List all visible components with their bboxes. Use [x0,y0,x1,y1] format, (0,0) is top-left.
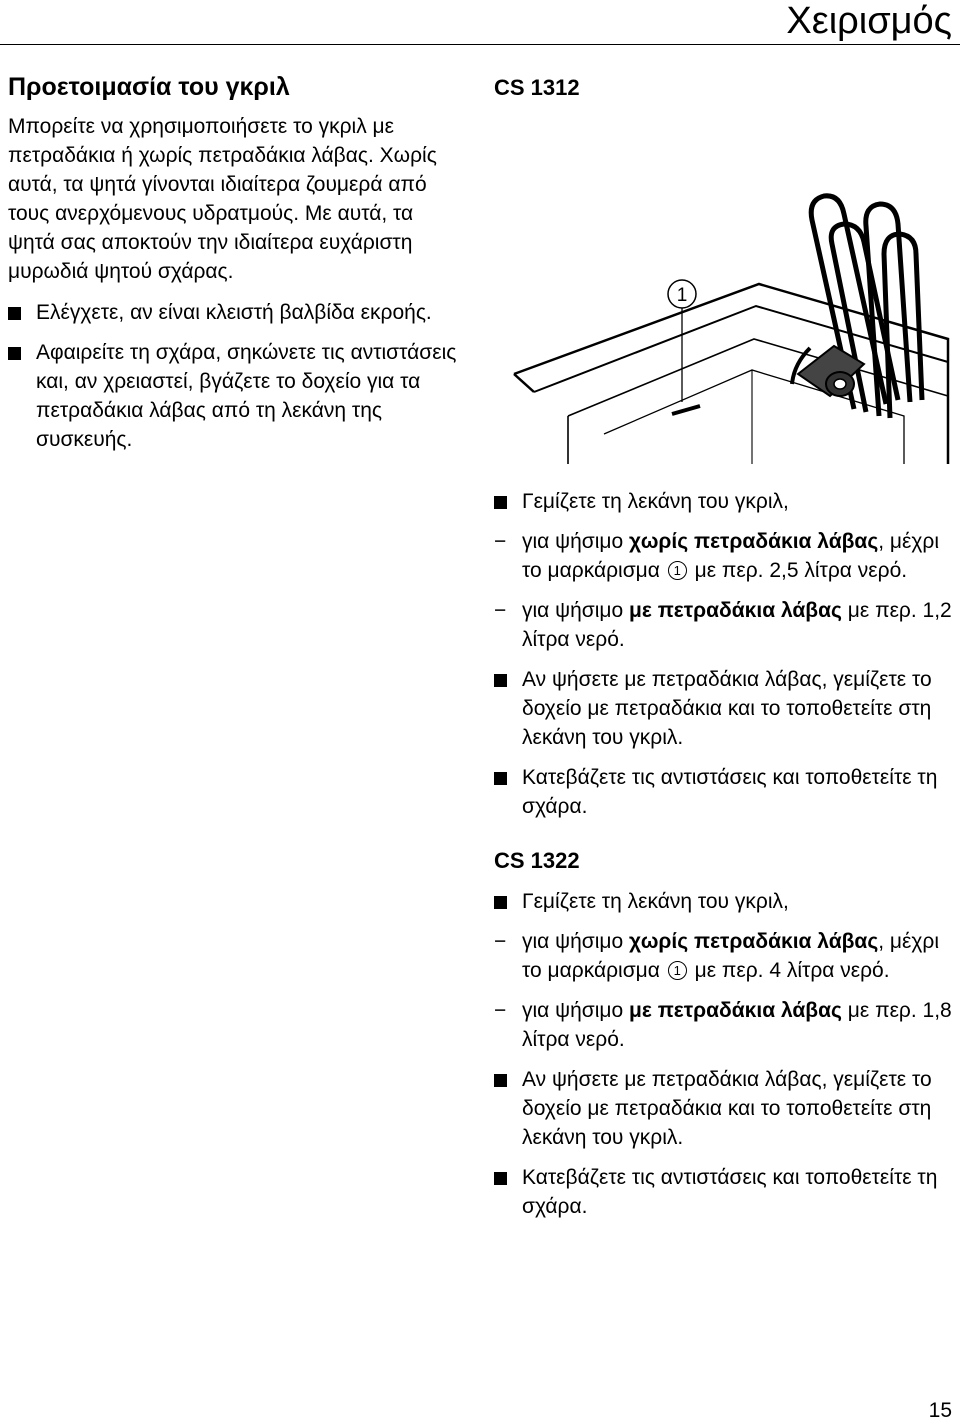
page-number: 15 [928,1399,952,1422]
bullet-text: Κατεβάζετε τις αντιστάσεις και τοποθετείτε τη σχάρα. [522,1166,938,1218]
dash-bullet: − [494,930,507,953]
dash-with-lava [494,596,952,654]
model-heading-cs1312: CS 1312 [494,75,580,100]
bullet-text: Αν ψήσετε με πετραδάκια λάβας, γεμίζετε το δοχείο με πετραδάκια και το τοποθετείτε στη λεκάνη του γκριλ. [522,1068,932,1149]
dash-bullet: − [494,530,507,553]
bullet-lava-container [494,665,952,752]
header-divider [0,44,960,45]
dash-emphasis: χωρίς πετραδάκια λάβας [629,930,879,953]
square-bullet-icon [494,772,507,785]
bullet-fill-basin [494,487,952,516]
bullet-lava-container [494,1065,952,1152]
bullet-text: Γεμίζετε τη λεκάνη του γκριλ, [522,490,789,513]
dash-suffix: με περ. 1,8 λίτρα νερό. [522,999,952,1051]
bullet-check-valve [8,298,460,327]
dash-prefix: για ψήσιμο [522,999,624,1022]
dash-bullet: − [494,999,507,1022]
dash-suffix: με περ. 4 λίτρα νερό. [694,959,890,982]
page-header-title: Χειρισμός [786,0,952,42]
square-bullet-icon [494,496,507,509]
bullet-lower-elements [494,1163,952,1221]
square-bullet-icon [494,896,507,909]
intro-paragraph: Μπορείτε να χρησιμοποιήσετε το γκριλ με πετραδάκια ή χωρίς πετραδάκια λάβας. Χωρίς αυτά, τα ψητά γίνονται ιδιαίτερα ζουμερά από τους ανερχόμενους υδρατμούς. Με αυτά, τα ψητά σας αποκτούν την ιδιαίτερα ευχάριστη μυρωδιά ψητού σχάρας. [8,115,437,283]
square-bullet-icon [494,1074,507,1087]
bullet-text: Αφαιρείτε τη σχάρα, σηκώνετε τις αντιστάσεις και, αν χρειαστεί, βγάζετε το δοχείο για τα πετραδάκια λάβας από τη λεκάνη της συσκευής. [36,341,457,451]
bullet-text: Ελέγχετε, αν είναι κλειστή βαλβίδα εκροής. [36,301,432,324]
section-title: Προετοιμασία του γκριλ [8,73,290,101]
bullet-lower-elements [494,763,952,821]
square-bullet-icon [8,307,21,320]
dash-prefix: για ψήσιμο [522,599,624,622]
dash-middle: , μέχρι το μαρκάρισμα [522,530,940,582]
left-column [8,70,460,465]
marker-circle-icon: 1 [668,961,687,980]
dash-middle: , μέχρι το μαρκάρισμα [522,930,940,982]
bullet-text: Γεμίζετε τη λεκάνη του γκριλ, [522,890,789,913]
dash-emphasis: χωρίς πετραδάκια λάβας [629,530,879,553]
right-column [494,72,952,1232]
bullet-fill-basin [494,887,952,916]
bullet-text: Κατεβάζετε τις αντιστάσεις και τοποθετείτε τη σχάρα. [522,766,938,818]
dash-suffix: με περ. 2,5 λίτρα νερό. [694,559,908,582]
dash-without-lava [494,527,952,585]
bullet-remove-grate [8,338,460,454]
bullet-text: Αν ψήσετε με πετραδάκια λάβας, γεμίζετε το δοχείο με πετραδάκια και το τοποθετείτε στη λεκάνη του γκριλ. [522,668,932,749]
marker-circle-icon: 1 [668,561,687,580]
dash-prefix: για ψήσιμο [522,930,624,953]
callout-number: 1 [676,285,688,306]
dash-bullet: − [494,599,507,622]
dash-without-lava [494,927,952,985]
grill-basin-illustration [494,134,950,464]
dash-with-lava [494,996,952,1054]
dash-suffix: με περ. 1,2 λίτρα νερό. [522,599,952,651]
dash-emphasis: με πετραδάκια λάβας [629,599,842,622]
dash-prefix: για ψήσιμο [522,530,624,553]
model-heading-cs1322: CS 1322 [494,848,580,873]
square-bullet-icon [494,674,507,687]
dash-emphasis: με πετραδάκια λάβας [629,999,842,1022]
square-bullet-icon [8,347,21,360]
square-bullet-icon [494,1172,507,1185]
